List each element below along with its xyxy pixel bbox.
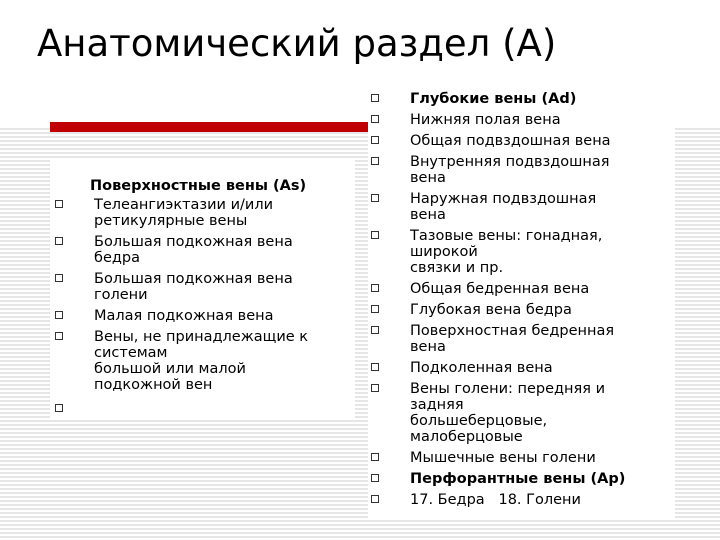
list-item-text: Большая подкожная вена бедра xyxy=(94,234,293,266)
list-item-text: Вены голени: передняя и задняя большеберцовые, малоберцовые xyxy=(410,381,605,445)
square-bullet-icon xyxy=(371,115,379,123)
list-item xyxy=(371,112,671,128)
square-bullet-icon xyxy=(55,237,63,245)
list-item-text: Мышечные вены голени xyxy=(410,450,596,466)
list-item xyxy=(371,381,671,445)
list-item-text: 17. Бедра 18. Голени xyxy=(410,492,581,508)
list-item xyxy=(371,191,671,223)
superficial-veins-list xyxy=(55,197,350,422)
square-bullet-icon xyxy=(371,94,379,102)
list-item xyxy=(55,271,350,303)
list-item-text: Большая подкожная вена голени xyxy=(94,271,293,303)
superficial-veins-heading: Поверхностные вены (As) xyxy=(90,178,307,194)
square-bullet-icon xyxy=(371,363,379,371)
deep-veins-list xyxy=(371,91,671,513)
list-item-text: Малая подкожная вена xyxy=(94,308,274,324)
list-item xyxy=(55,308,350,324)
list-item xyxy=(371,471,671,487)
list-item-text: Общая подвздошная вена xyxy=(410,133,611,149)
list-item xyxy=(371,360,671,376)
square-bullet-icon xyxy=(371,305,379,313)
list-item-text: Тазовые вены: гонадная, широкой связки и пр. xyxy=(410,228,603,276)
list-item xyxy=(371,281,671,297)
square-bullet-icon xyxy=(55,274,63,282)
list-item-text: Телеангиэктазии и/или ретикулярные вены xyxy=(94,197,274,229)
square-bullet-icon xyxy=(55,311,63,319)
square-bullet-icon xyxy=(371,136,379,144)
square-bullet-icon xyxy=(371,284,379,292)
list-item-text: Общая бедренная вена xyxy=(410,281,590,297)
accent-bar xyxy=(50,122,370,132)
square-bullet-icon xyxy=(371,384,379,392)
list-item-empty xyxy=(55,401,350,417)
square-bullet-icon xyxy=(55,404,63,412)
list-item-text: Глубокая вена бедра xyxy=(410,302,572,318)
list-item xyxy=(55,329,350,393)
list-item xyxy=(371,133,671,149)
slide-title: Анатомический раздел (A) xyxy=(37,22,557,65)
square-bullet-icon xyxy=(371,474,379,482)
list-item xyxy=(55,197,350,229)
list-item xyxy=(371,302,671,318)
square-bullet-icon xyxy=(55,332,63,340)
list-item xyxy=(371,450,671,466)
square-bullet-icon xyxy=(371,157,379,165)
list-item xyxy=(371,228,671,276)
list-item xyxy=(371,492,671,508)
list-item xyxy=(55,234,350,266)
list-item-text: Внутренняя подвздошная вена xyxy=(410,154,610,186)
square-bullet-icon xyxy=(371,495,379,503)
perforating-veins-heading: Перфорантные вены (Ap) xyxy=(410,471,626,487)
square-bullet-icon xyxy=(371,194,379,202)
list-item-text: Наружная подвздошная вена xyxy=(410,191,597,223)
list-item-text: Вены, не принадлежащие к системам большой или малой подкожной вен xyxy=(94,329,309,393)
list-item xyxy=(371,91,671,107)
deep-veins-heading: Глубокие вены (Ad) xyxy=(410,91,577,107)
list-item-text: Подколенная вена xyxy=(410,360,553,376)
square-bullet-icon xyxy=(371,326,379,334)
list-item-text xyxy=(94,401,99,417)
list-item xyxy=(371,154,671,186)
square-bullet-icon xyxy=(371,231,379,239)
square-bullet-icon xyxy=(371,453,379,461)
list-item xyxy=(371,323,671,355)
list-item-text: Нижняя полая вена xyxy=(410,112,561,128)
square-bullet-icon xyxy=(55,200,63,208)
list-item-text: Поверхностная бедренная вена xyxy=(410,323,615,355)
